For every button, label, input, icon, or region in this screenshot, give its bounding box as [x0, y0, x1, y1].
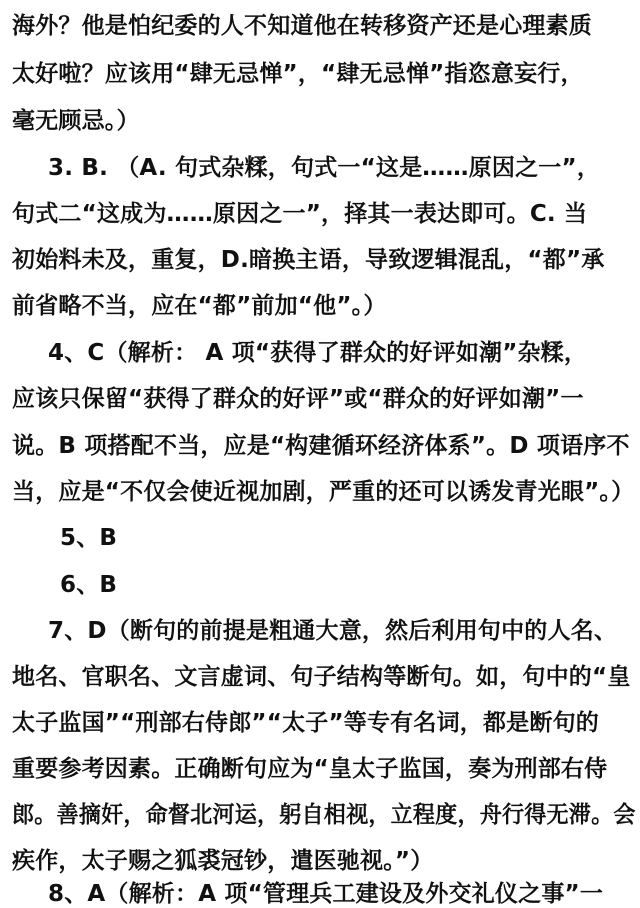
text-line: 4、C（解析： A 项“获得了群众的好评如潮”杂糅， — [48, 340, 588, 366]
text-line: 句式二“这成为……原因之一”，择其一表达即可。C. 当 — [12, 201, 588, 227]
text-line: 太子监国”“刑部右侍郎”“太子”等专有名词，都是断句的 — [12, 710, 599, 736]
text-line: 重要参考因素。正确断句应为“皇太子监国，奏为刑部右侍 — [12, 756, 608, 782]
text-line: 郎。善摘奸，命督北河运，躬自相视，立程度，舟行得无滞。会 — [12, 802, 636, 828]
text-line: 地名、官职名、文言虚词、句子结构等断句。如，句中的“皇 — [12, 664, 631, 690]
text-line: 毫无顾忌。） — [12, 108, 140, 134]
text-line: 太好啦？应该用“肆无忌惮”，“肆无忌惮”指恣意妄行， — [12, 61, 584, 87]
text-line: 疾作，太子赐之狐裘冠钞，遣医驰视。”） — [12, 848, 434, 874]
text-line: 海外？他是怕纪委的人不知道他在转移资产还是心理素质 — [12, 13, 592, 39]
text-line: 3. B. （A. 句式杂糅，句式一“这是……原因之一”， — [48, 155, 601, 181]
text-line: 8、A（解析：A 项“管理兵工建设及外交礼仪之事”一 — [48, 881, 604, 907]
text-line: 6、B — [60, 572, 118, 598]
text-line: 前省略不当，应在“都”前加“他”。） — [12, 293, 387, 319]
text-line: 应该只保留“获得了群众的好评”或“群众的好评如潮”一 — [12, 386, 584, 412]
text-line: 5、B — [60, 525, 118, 551]
text-line: 7、D（断句的前提是粗通大意，然后利用句中的人名、 — [48, 618, 618, 644]
text-line: 初始料未及，重复，D.暗换主语，导致逻辑混乱，“都”承 — [12, 247, 605, 273]
text-line: 当，应是“不仅会使近视加剧，严重的还可以诱发青光眼”。） — [12, 479, 635, 505]
text-line: 说。B 项搭配不当，应是“构建循环经济体系”。D 项语序不 — [12, 433, 630, 459]
